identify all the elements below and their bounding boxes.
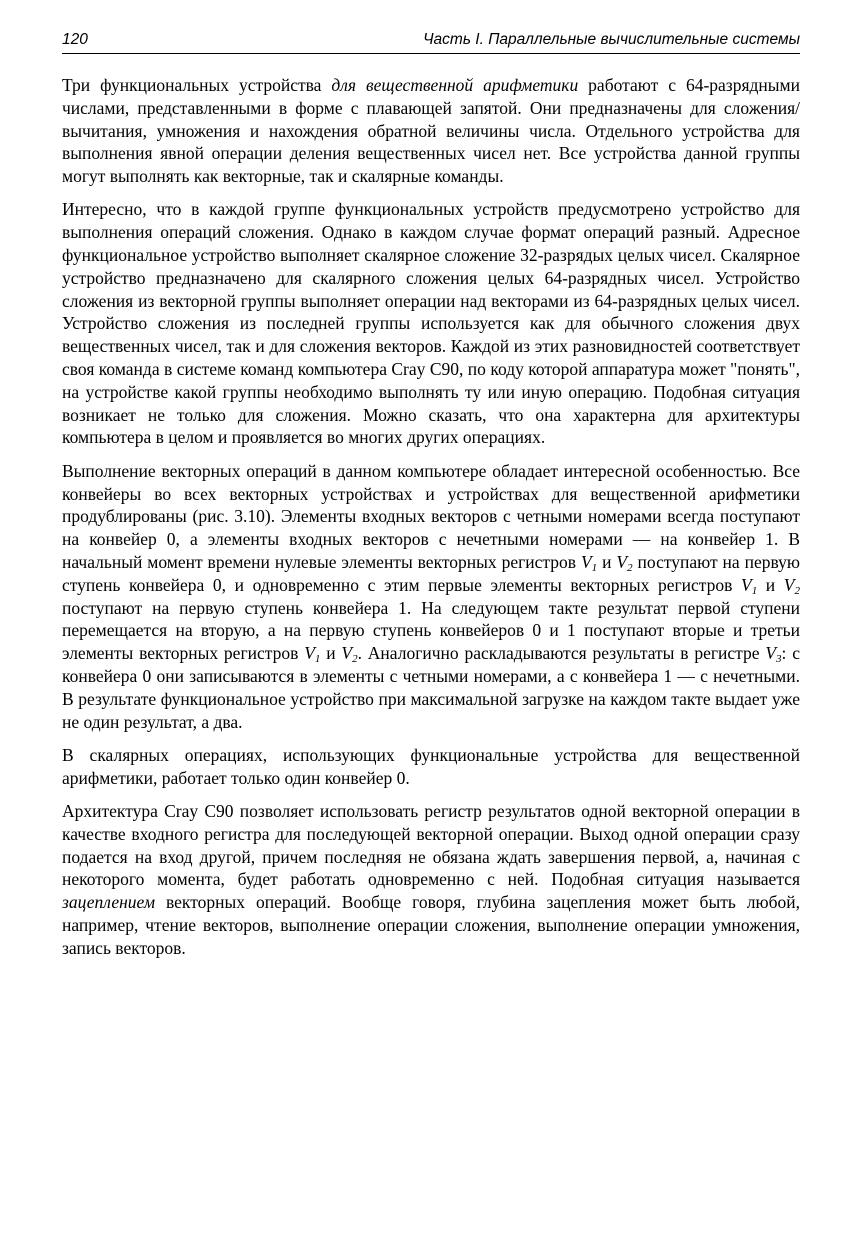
running-title: Часть I. Параллельные вычислительные системы	[423, 31, 800, 48]
vector-register-v2: $V_2$	[783, 574, 800, 597]
paragraph-1	[62, 74, 800, 188]
body-text	[62, 74, 800, 970]
text-run: векторных операций. Вообще говоря, глубина зацепления может быть любой, например, чтение векторов, выполнение операции сложения, выполнение операции умножения, запись векторов.	[62, 892, 800, 958]
vector-register-v1: $V_1$	[304, 643, 321, 666]
text-run: поступают на первую ступень конвейера 1. На следующем такте результат первой ступени перемещается на вторую, а на первую ступень конвейеров 0 и 1 поступают вторые и третьи элементы векторных регистров	[62, 597, 800, 664]
italic-term: для вещественной арифметики	[331, 75, 579, 95]
text-run: работают с 64-разрядными числами, представленными в форме с плавающей запятой. Они предназначены для сложения/вычитания, умножения и нахождения обратной величины числа. Отдельного устройства для выполнения явной операции деления вещественных чисел нет. Все устройства данной группы могут выполнять как векторные, так и скалярные команды.	[62, 75, 800, 187]
text-run: Три функциональных устройства	[62, 75, 332, 95]
vector-register-v1: $V_1$	[580, 551, 598, 574]
text-run: : с конвейера 0 они записываются в элементы с четными номерами, а с конвейера 1 — с нечетными. В результате функциональное устройство при максимальной загрузке на каждом такте выдает уже не один результат, а два.	[62, 643, 800, 732]
text-run: и	[320, 643, 342, 664]
vector-register-v1: $V_1$	[741, 574, 758, 597]
page-number: 120	[62, 31, 88, 48]
text-run: и	[597, 551, 617, 572]
text-run: и	[757, 574, 784, 595]
running-head	[62, 31, 800, 54]
text-run: Выполнение векторных операций в данном компьютере обладает интересной особенностью. Все конвейеры во всех векторных устройствах и устройствах для вещественной арифметики продублированы (рис. 3.10). Элементы входных векторов с четными номерами всегда поступают на конвейер 0, а элементы входных векторов с нечетными номерами — на конвейер 1. В начальный момент времени нулевые элементы векторных регистров	[62, 460, 800, 572]
text-run: поступают на первую ступень конвейера 0, и одновременно с этим первые элементы векторных регистров	[62, 551, 800, 595]
text-run: . Аналогично раскладываются результаты в регистре	[357, 643, 766, 664]
paragraph-3	[62, 460, 800, 734]
vector-register-v2: $V_2$	[616, 551, 633, 574]
vector-register-v3: $V_3$	[765, 643, 782, 666]
paragraph-2: Интересно, что в каждой группе функциональных устройств предусмотрено устройство для выполнения операций сложения. Однако в каждом случае формат операций разный. Адресное функциональное устройство выполняет скалярное сложение 32-разрядых целых чисел. Скалярное устройство предназначено для скалярного сложения целых 64-разрядных чисел. Устройство сложения из векторной группы выполняет операции над векторами из 64-разрядных целых чисел. Устройство сложения из последней группы используется как для обычного сложения двух вещественных чисел, так и для сложения векторов. Каждой из этих разновидностей соответствует своя команда в системе команд компьютера Cray C90, по коду которой аппаратура может "понять", на устройстве какой группы необходимо выполнять ту или иную операцию. Подобная ситуация возникает не только для сложения. Можно сказать, что она характерна для архитектуры компьютера в целом и проявляется во многих других операциях.	[62, 199, 800, 448]
text-run: Архитектура Cray C90 позволяет использовать регистр результатов одной векторной операции в качестве входного регистра для последующей векторной операции. Выход одной операции сразу подается на вход другой, причем последняя не обязана ждать завершения первой, а, начиная с некоторого момента, будет работать одновременно с ней. Подобная ситуация называется	[62, 800, 800, 890]
paragraph-5	[62, 800, 800, 960]
vector-register-v2: $V_2$	[341, 643, 358, 666]
paragraph-4: В скалярных операциях, использующих функциональные устройства для вещественной арифметики, работает только один конвейер 0.	[62, 744, 800, 788]
italic-term: зацеплением	[62, 892, 156, 913]
